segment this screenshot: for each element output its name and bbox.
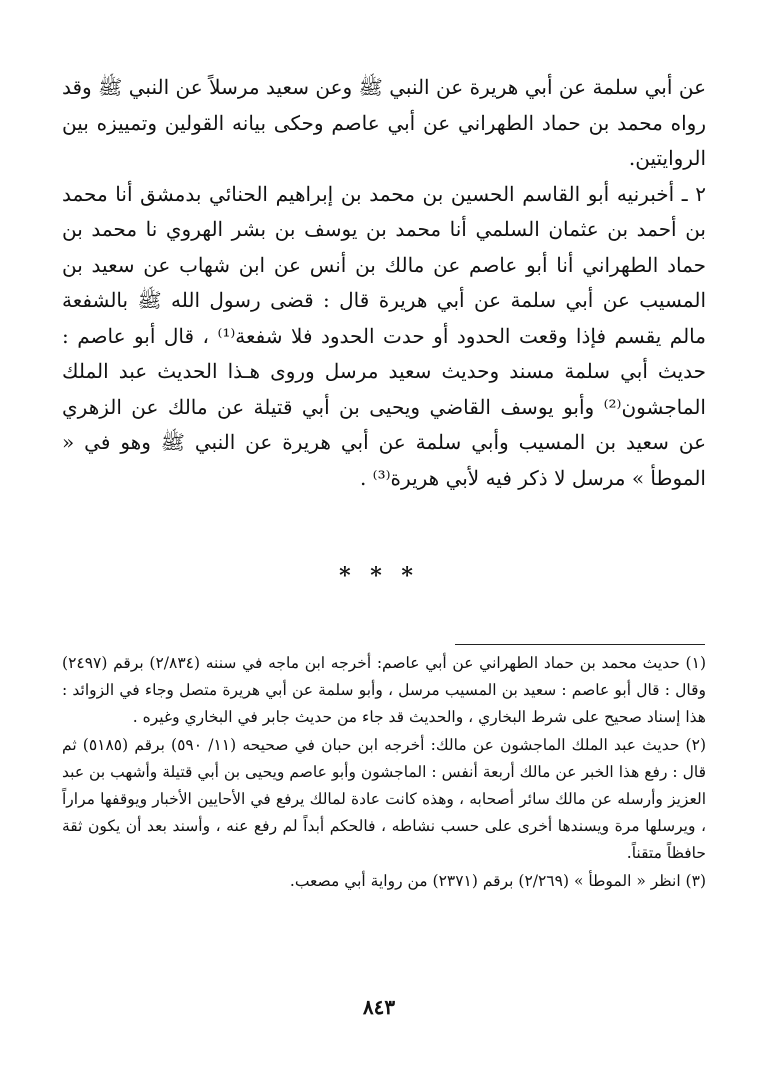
main-text: [62, 70, 706, 496]
footnote-3: (٣) انظر « الموطأ » (٢/٢٦٩) برقم (٢٣٧١) من رواية أبي مصعب.: [289, 871, 706, 890]
footnote-2: (٢) حديث عبد الملك الماجشون عن مالك: أخرجه ابن حبان في صحيحه (١١/ ٥٩٠) برقم (٥١٨٥) ثم قال : رفع هذا الخبر عن مالك أربعة أنفس : الماجشون وأبو عاصم ويحيى بن أبي قتيلة وأشهب بن عبد العزيز وأرسله عن مالك سائر أصحابه ، وهذه كانت عادة لمالك يرفع في الأحايين الأخبار ويوقفها مراراً ، ويرسلها مرة ويسندها أخرى على حسب نشاطه ، فالحكم أبداً لم رفع عنه ، وأسند بعد أن يكون ثقة حافظاً متقناً.: [62, 735, 706, 863]
page-number: ٨٤٣: [362, 995, 396, 1019]
paragraph-1: عن أبي سلمة عن أبي هريرة عن النبي ﷺ وعن سعيد مرسلاً عن النبي ﷺ وقد رواه محمد بن حماد الطهراني عن أبي عاصم وحكى بيانه القولين وتمييزه بين الروايتين.: [62, 75, 706, 170]
paragraph-2: ٢ ـ أخبرنيه أبو القاسم الحسين بن محمد بن إبراهيم الحنائي بدمشق أنا محمد بن أحمد بن عثمان السلمي أنا محمد بن يوسف بن بشر الهروي نا محمد بن حماد الطهراني أنا أبو عاصم عن مالك بن أنس عن ابن شهاب عن سعيد بن المسيب عن أبي سلمة عن أبي هريرة قال : قضى رسول الله ﷺ بالشفعة مالم يقسم فإذا وقعت الحدود أو حدت الحدود فلا شفعة⁽¹⁾ ، قال أبو عاصم : حديث أبي سلمة مسند وحديث سعيد مرسل وروى هـذا الحديث عبد الملك الماجشون⁽²⁾ وأبو يوسف القاضي ويحيى بن أبي قتيلة عن مالك عن الزهري عن سعيد بن المسيب وأبي سلمة عن أبي هريرة عن النبي ﷺ وهو في « الموطأ » مرسل لا ذكر فيه لأبي هريرة⁽³⁾ .: [62, 181, 706, 490]
footnotes: [62, 650, 706, 895]
footnote-divider: [455, 644, 705, 645]
section-separator: * * *: [339, 563, 419, 589]
footnote-1: (١) حديث محمد بن حماد الطهراني عن أبي عاصم: أخرجه ابن ماجه في سننه (٢/٨٣٤) برقم (٢٤٩٧) وقال : قال أبو عاصم : سعيد بن المسيب مرسل ، وأبو سلمة عن أبي هريرة متصل وجاء في الزوائد : هذا إسناد صحيح على شرط البخاري ، والحديث قد جاء من حديث جابر في البخاري وغيره .: [62, 654, 706, 727]
